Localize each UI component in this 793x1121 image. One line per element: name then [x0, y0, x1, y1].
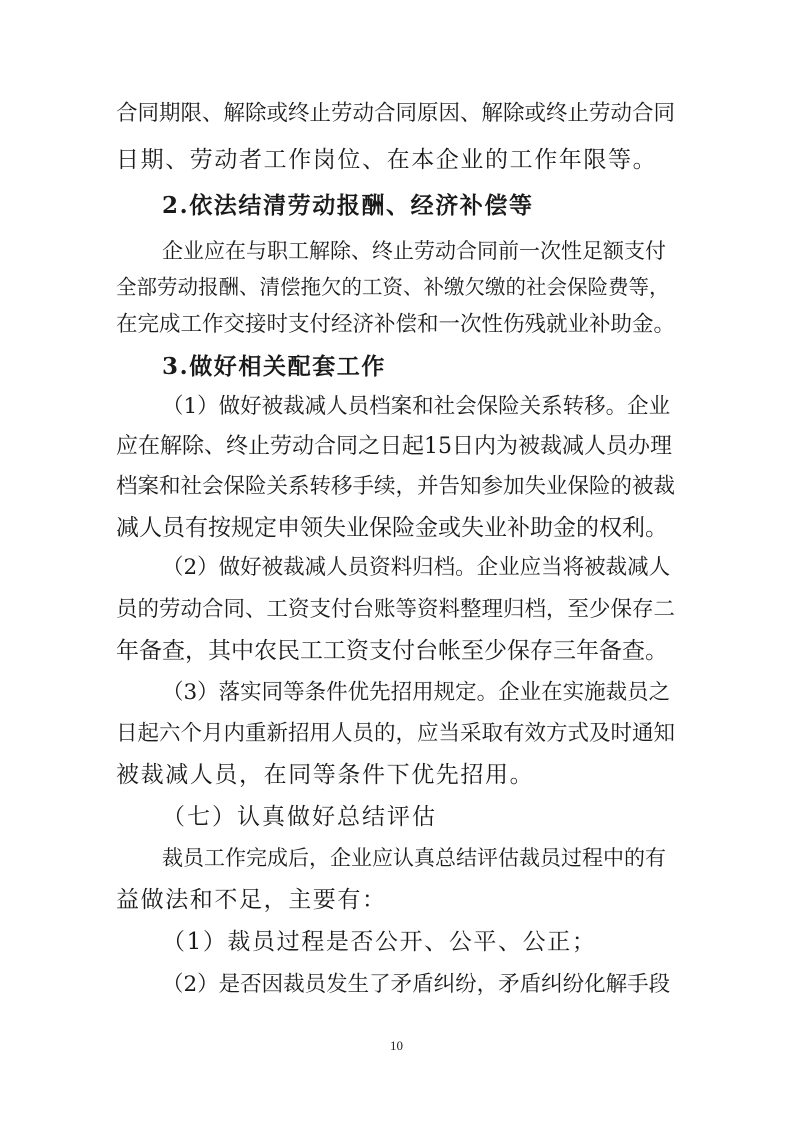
body-text-line: （1）裁员过程是否公开、公平、公正；	[162, 929, 597, 955]
body-text-line: 合同期限、解除或终止劳动合同原因、解除或终止劳动合同	[116, 101, 676, 126]
body-text-line: 被裁减人员，在同等条件下优先招用。	[116, 762, 535, 788]
section-heading: 3.做好相关配套工作	[162, 353, 387, 380]
body-text-line: 裁员工作完成后，企业应认真总结评估裁员过程中的有	[162, 846, 666, 870]
body-text-line: （2）是否因裁员发生了矛盾纠纷，矛盾纠纷化解手段	[162, 972, 671, 997]
body-text-line: 日期、劳动者工作岗位、在本企业的工作年限等。	[116, 147, 658, 173]
page-number: 10	[390, 1038, 403, 1053]
body-text-line: 档案和社会保险关系转移手续，并告知参加失业保险的被裁	[116, 474, 676, 499]
body-text-line: 减人员有按规定申领失业保险金或失业补助金的权利。	[116, 515, 668, 541]
body-text-line: 在完成工作交接时支付经济补偿和一次性伤残就业补助金。	[116, 312, 676, 337]
body-text-line: 全部劳动报酬、清偿拖欠的工资、补缴欠缴的社会保险费等，	[116, 275, 670, 299]
body-text-line: 员的劳动合同、工资支付台账等资料整理归档，至少保存二	[116, 597, 676, 622]
body-text-line: 企业应在与职工解除、终止劳动合同前一次性足额支付	[162, 239, 666, 263]
body-text-line: （1）做好被裁减人员档案和社会保险关系转移。企业	[162, 394, 671, 419]
body-text-line: （3）落实同等条件优先招用规定。企业在实施裁员之	[162, 680, 671, 705]
body-text-line: （2）做好被裁减人员资料归档。企业应当将被裁减人	[162, 555, 671, 580]
body-text-line: 年备查，其中农民工工资支付台帐至少保存三年备查。	[116, 638, 668, 664]
section-heading: 2.依法结清劳动报酬、经济补偿等	[162, 192, 534, 219]
body-text-line: 应在解除、终止劳动合同之日起15日内为被裁减人员办理	[116, 434, 672, 459]
body-text-line: 日起六个月内重新招用人员的，应当采取有效方式及时通知	[116, 721, 676, 746]
body-text-line: 益做法和不足，主要有：	[116, 887, 387, 913]
subsection-heading: （七）认真做好总结评估	[162, 804, 437, 830]
